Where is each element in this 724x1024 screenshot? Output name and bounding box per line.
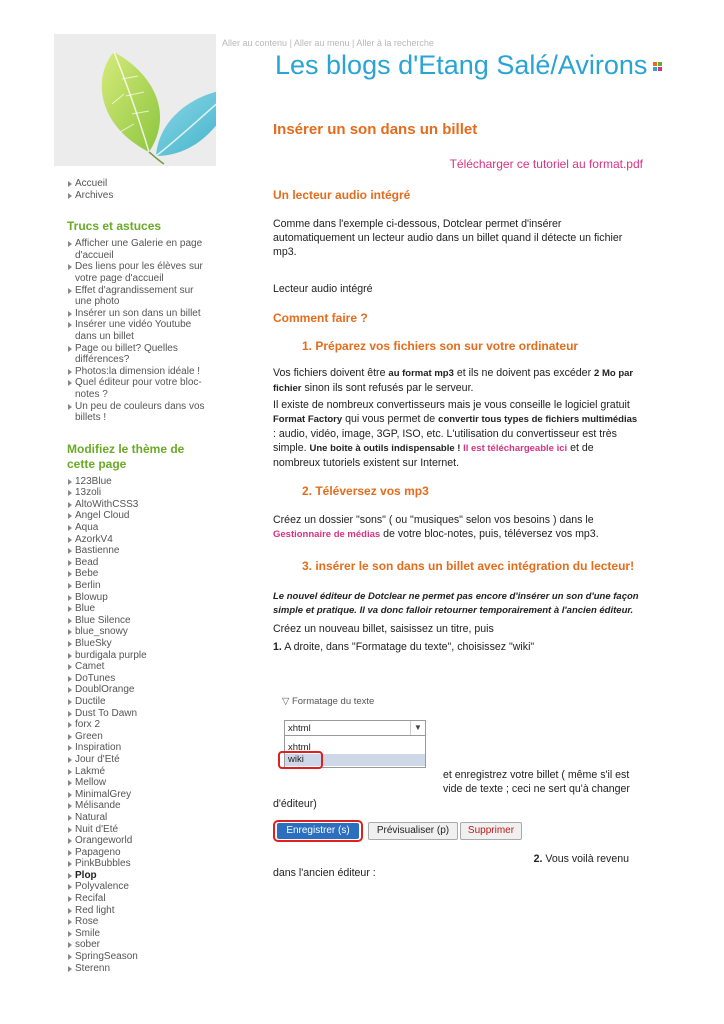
theme-item[interactable]: Camet <box>67 661 212 673</box>
heading-step1: 1. Préparez vos fichiers son sur votre ordinateur <box>302 339 579 353</box>
download-pdf-link[interactable]: Télécharger ce tutoriel au format.pdf <box>449 157 643 171</box>
format-select[interactable] <box>284 720 426 736</box>
text: et ils ne doivent pas excéder <box>453 367 595 379</box>
theme-item[interactable]: sober <box>67 939 212 951</box>
header-leaves-image <box>54 34 216 166</box>
triangle-down-icon: ▽ <box>282 696 292 707</box>
download-format-factory-link[interactable]: Il est téléchargeable ici <box>460 443 568 454</box>
theme-item[interactable]: Smile <box>67 928 212 940</box>
save-instruction-end: d'éditeur) <box>273 798 317 810</box>
text: Il existe de nombreux convertisseurs mais je vous conseille le logiciel gratuit <box>273 399 630 411</box>
skip-separator: | <box>351 38 355 48</box>
nav-item-archives[interactable]: Archives <box>67 190 212 202</box>
theme-item[interactable]: Sterenn <box>67 963 212 975</box>
theme-item[interactable]: burdigala purple <box>67 650 212 662</box>
step-number: 1. <box>273 641 282 653</box>
title-squares-icon <box>653 62 663 72</box>
post-content <box>273 121 643 654</box>
text: Créez un dossier "sons" ( ou "musiques" selon vos besoins ) dans le <box>273 514 594 526</box>
heading-player: Un lecteur audio intégré <box>273 188 411 202</box>
theme-item[interactable]: Inspiration <box>67 742 212 754</box>
media-manager-link[interactable]: Gestionnaire de médias <box>273 529 381 540</box>
step-b-line-end: dans l'ancien éditeur : <box>273 867 376 879</box>
chevron-down-icon[interactable]: ▼ <box>410 721 425 735</box>
theme-item[interactable]: Dust To Dawn <box>67 708 212 720</box>
theme-item[interactable]: AzorkV4 <box>67 534 212 546</box>
theme-item[interactable]: Recifal <box>67 893 212 905</box>
text: : audio, vidéo, image, 3GP, ISO, etc. L'utilisation du convertisseur est très simple. <box>273 428 617 454</box>
highlight-wiki <box>278 751 323 769</box>
tip-item[interactable]: Afficher une Galerie en page d'accueil <box>67 238 212 261</box>
post-title[interactable]: Insérer un son dans un billet <box>273 121 478 138</box>
step-a-paragraph <box>273 640 643 654</box>
tip-item[interactable]: Page ou billet? Quelles différences? <box>67 343 212 366</box>
theme-item[interactable]: Bastienne <box>67 545 212 557</box>
text-bold: au format mp3 <box>388 368 454 379</box>
nav-list <box>67 178 212 201</box>
theme-item[interactable]: DoTunes <box>67 673 212 685</box>
theme-item[interactable]: 13zoli <box>67 487 212 499</box>
themes-list <box>67 476 212 975</box>
text: Vos fichiers doivent être <box>273 367 389 379</box>
note-paragraph: Le nouvel éditeur de Dotclear ne permet pas encore d'insérer un son d'une façon simple et pratique. Il va donc falloir retourner temporairement à l'ancien éditeur. <box>273 591 639 616</box>
skip-to-search-link[interactable]: Aller à la recherche <box>356 38 434 48</box>
heading-how: Comment faire ? <box>273 311 368 325</box>
theme-item[interactable]: Polyvalence <box>67 881 212 893</box>
theme-item[interactable]: Berlin <box>67 580 212 592</box>
theme-item[interactable]: blue_snowy <box>67 626 212 638</box>
theme-item[interactable]: DoublOrange <box>67 684 212 696</box>
theme-item[interactable]: Bead <box>67 557 212 569</box>
step2-paragraph <box>273 513 643 542</box>
theme-item[interactable]: Red light <box>67 905 212 917</box>
theme-item[interactable]: Mélisande <box>67 800 212 812</box>
site-title[interactable] <box>275 50 663 81</box>
option-wiki[interactable]: wiki <box>285 754 425 766</box>
tip-item[interactable]: Insérer une vidéo Youtube dans un billet <box>67 319 212 342</box>
theme-item[interactable]: MinimalGrey <box>67 789 212 801</box>
text: A droite, dans "Formatage du texte", choisissez "wiki" <box>281 641 535 653</box>
theme-item[interactable]: 123Blue <box>67 476 212 488</box>
tips-heading: Trucs et astuces <box>67 219 162 234</box>
step-number: 2. <box>533 853 543 865</box>
save-button[interactable]: Enregistrer (s) <box>277 823 359 839</box>
theme-item[interactable]: Green <box>67 731 212 743</box>
theme-item[interactable]: BlueSky <box>67 638 212 650</box>
text: de votre bloc-notes, puis, téléversez vos mp3. <box>380 528 599 540</box>
tip-item[interactable]: Photos:la dimension idéale ! <box>67 366 212 378</box>
theme-item[interactable]: Plop <box>67 870 212 882</box>
tips-list <box>67 238 212 424</box>
tip-item[interactable]: Effet d'agrandissement sur une photo <box>67 285 212 308</box>
themes-heading: Modifiez le thème de cette page <box>67 441 185 471</box>
preview-button[interactable]: Prévisualiser (p) <box>368 822 458 840</box>
nav-item-accueil[interactable]: Accueil <box>67 178 212 190</box>
theme-item[interactable]: AltoWithCSS3 <box>67 499 212 511</box>
site-title-text: Les blogs d'Etang Salé/Avirons <box>275 50 648 80</box>
format-screenshot <box>280 696 430 776</box>
skip-links <box>222 38 434 48</box>
theme-item[interactable]: Blowup <box>67 592 212 604</box>
theme-item[interactable]: Bebe <box>67 568 212 580</box>
tip-item[interactable]: Un peu de couleurs dans vos billets ! <box>67 401 212 424</box>
theme-item[interactable]: Blue <box>67 603 212 615</box>
text-bold: Format Factory <box>273 414 343 425</box>
theme-item[interactable]: Mellow <box>67 777 212 789</box>
converter-paragraph <box>273 398 643 470</box>
player-paragraph: Comme dans l'exemple ci-dessous, Dotclear permet d'insérer automatiquement un lecteur audio dans un billet quand il détecte un fichier mp3. <box>273 218 623 258</box>
skip-separator: | <box>289 38 292 48</box>
text: et de nombreux tutoriels existent sur Internet. <box>273 442 594 469</box>
heading-step3: 3. insérer le son dans un billet avec intégration du lecteur! <box>302 559 635 573</box>
theme-item[interactable]: Orangeworld <box>67 835 212 847</box>
theme-item[interactable]: Natural <box>67 812 212 824</box>
skip-to-menu-link[interactable]: Aller au menu <box>293 38 350 48</box>
text-bold: Une boite à outils indispensable ! <box>309 443 461 454</box>
theme-item[interactable]: forx 2 <box>67 719 212 731</box>
theme-item[interactable]: Nuit d'Eté <box>67 824 212 836</box>
text-bold: 2 Mo par fichier <box>273 368 634 394</box>
buttons-screenshot <box>273 820 523 842</box>
text: sinon ils sont refusés par le serveur. <box>301 382 474 394</box>
text: qui vous permet de <box>342 413 439 425</box>
theme-item[interactable]: SpringSeason <box>67 951 212 963</box>
theme-item[interactable]: PinkBubbles <box>67 858 212 870</box>
tip-item[interactable]: Quel éditeur pour votre bloc-notes ? <box>67 377 212 400</box>
delete-button[interactable]: Supprimer <box>460 822 522 840</box>
theme-item[interactable]: Angel Cloud <box>67 510 212 522</box>
skip-to-content-link[interactable]: Aller au contenu <box>222 38 288 48</box>
theme-item[interactable]: Jour d'Eté <box>67 754 212 766</box>
theme-item[interactable]: Papageno <box>67 847 212 859</box>
format-label <box>282 696 374 707</box>
theme-item[interactable]: Ductile <box>67 696 212 708</box>
create-paragraph: Créez un nouveau billet, saisissez un titre, puis <box>273 623 494 635</box>
save-instruction: et enregistrez votre billet ( même s'il est vide de texte ; ceci ne sert qu'à changer <box>443 769 630 795</box>
step1-paragraph <box>273 366 643 396</box>
format-label-text: Formatage du texte <box>291 696 375 707</box>
leaves-icon <box>54 34 216 166</box>
heading-step2: 2. Téléversez vos mp3 <box>302 484 429 498</box>
sidebar <box>67 178 212 974</box>
step-b-line <box>273 852 629 866</box>
theme-item[interactable]: Blue Silence <box>67 615 212 627</box>
audio-player-label: Lecteur audio intégré <box>273 283 373 295</box>
text-bold: convertir tous types de fichiers multimédias <box>438 414 638 425</box>
option-xhtml[interactable]: xhtml <box>288 742 311 753</box>
tip-item[interactable]: Insérer un son dans un billet <box>67 308 212 320</box>
tip-item[interactable]: Des liens pour les élèves sur votre page d'accueil <box>67 261 212 284</box>
theme-item[interactable]: Rose <box>67 916 212 928</box>
text: Vous voilà revenu <box>542 853 629 865</box>
theme-item[interactable]: Lakmé <box>67 766 212 778</box>
format-select-value: xhtml <box>288 723 311 734</box>
theme-item[interactable]: Aqua <box>67 522 212 534</box>
